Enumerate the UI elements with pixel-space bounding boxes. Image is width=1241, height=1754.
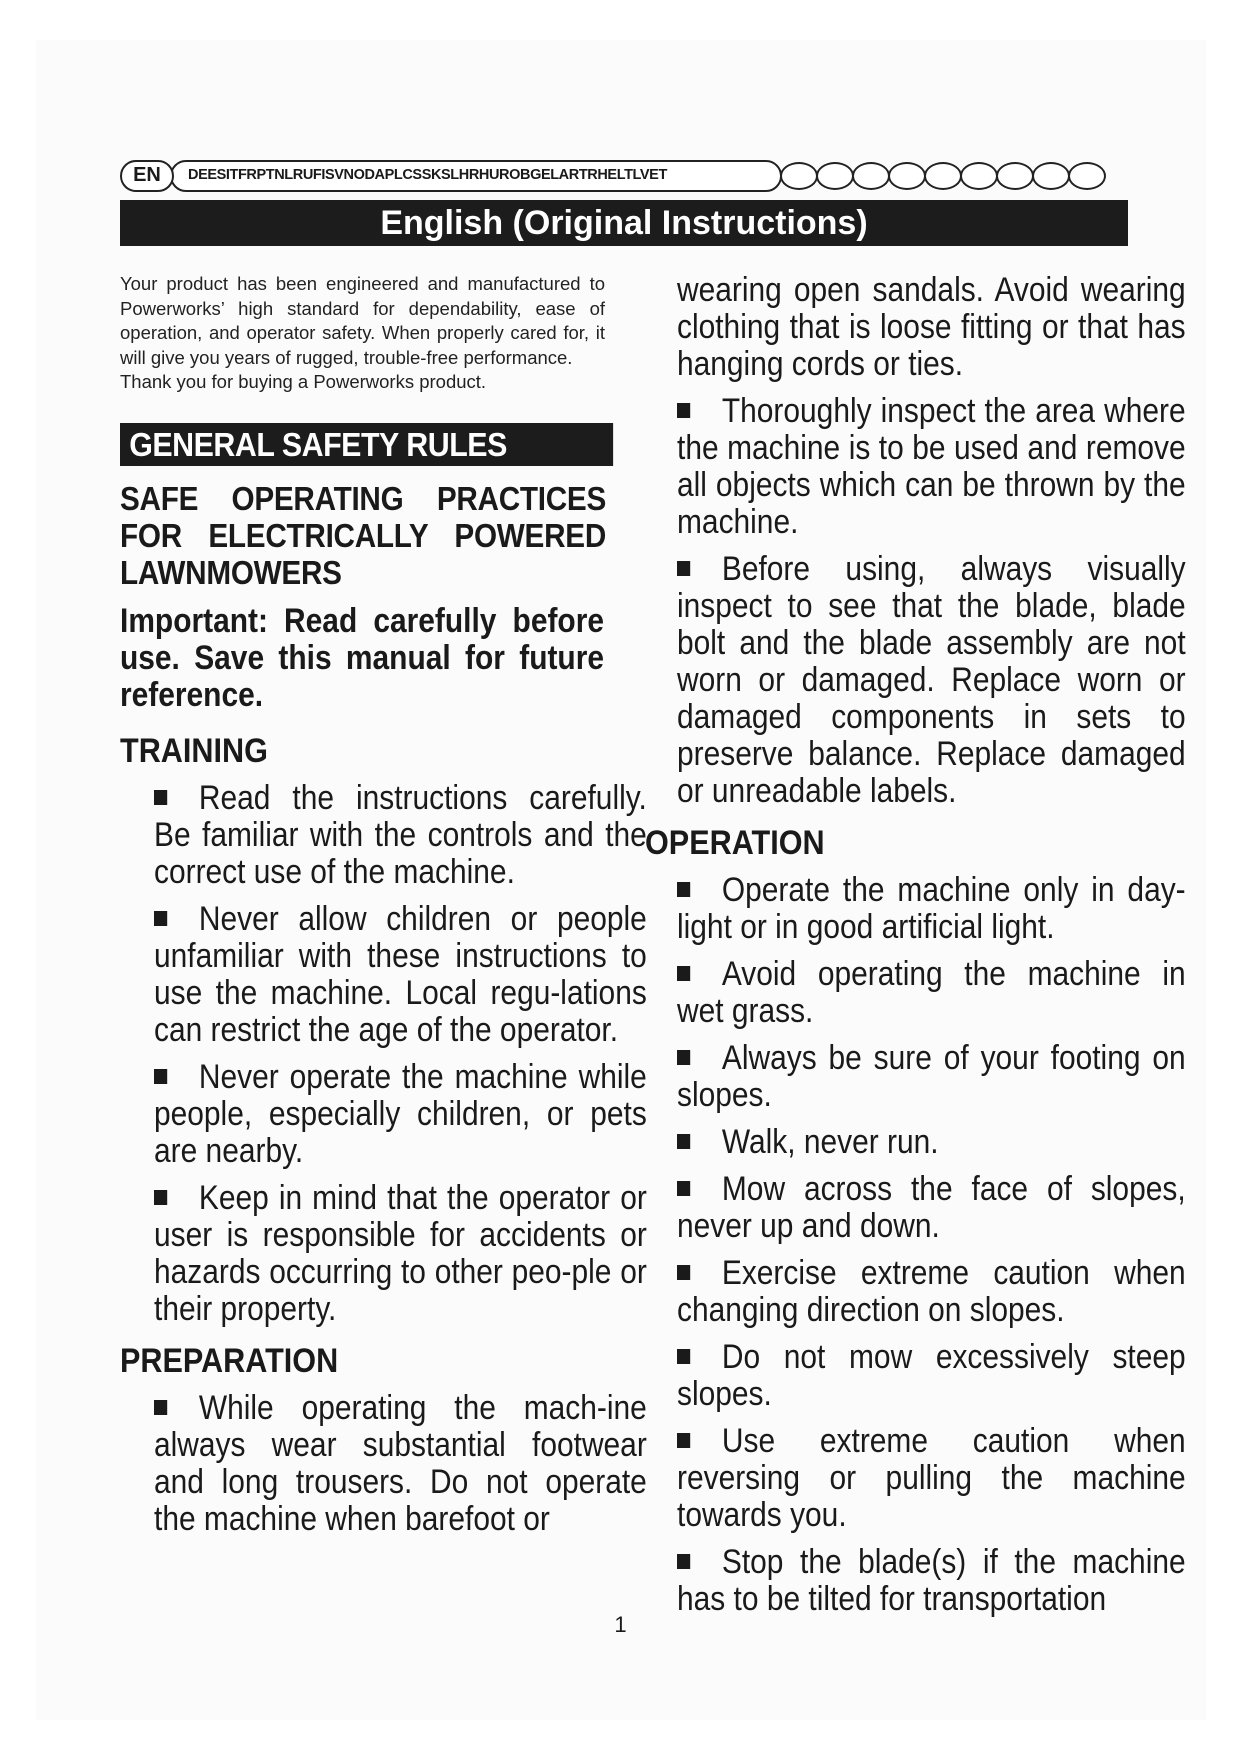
bullet-icon	[677, 403, 690, 418]
list-item	[154, 901, 647, 1049]
language-tab-en[interactable]: EN	[120, 160, 174, 192]
bullet-icon	[677, 1134, 690, 1149]
list-item-text: Read the instructions carefully. Be familiar with the controls and the correct use of the machine.	[154, 778, 647, 891]
list-item	[677, 872, 1186, 946]
list-item	[677, 393, 1186, 541]
list-item	[677, 1423, 1186, 1534]
empty-tab	[816, 162, 854, 190]
list-item-text: Mow across the face of slopes, never up and down.	[677, 1170, 1186, 1245]
bullet-icon	[154, 911, 167, 926]
preparation-list	[120, 1388, 647, 1538]
bullet-icon	[677, 1554, 690, 1569]
list-item-text: Always be sure of your footing on slopes.	[677, 1039, 1186, 1114]
empty-tab	[1032, 162, 1070, 190]
bullet-icon	[677, 1050, 690, 1065]
list-item	[677, 1339, 1186, 1413]
operation-heading: OPERATION	[645, 824, 825, 862]
empty-tab	[960, 162, 998, 190]
general-safety-heading: GENERAL SAFETY RULES	[120, 423, 613, 466]
list-item	[154, 780, 647, 891]
list-item-text: Never allow children or people unfamiliar with these instructions to use the machine. Local regu-lations can restrict the age of the operator.	[154, 899, 647, 1049]
important-notice: Important: Read carefully before use. Save this manual for future reference.	[120, 601, 604, 714]
bullet-icon	[677, 882, 690, 897]
list-item-text: Use extreme caution when reversing or pulling the machine towards you.	[677, 1422, 1186, 1534]
bullet-icon	[677, 1349, 690, 1364]
empty-tab	[1068, 162, 1106, 190]
list-item	[154, 1059, 647, 1170]
left-column	[120, 272, 647, 1538]
bullet-icon	[677, 1433, 690, 1448]
safe-operating-subheading: SAFE OPERATING PRACTICES FOR ELECTRICALLY POWERED LAWNMOWERS	[120, 479, 606, 591]
list-item-text: Stop the blade(s) if the machine has to be tilted for transportation	[677, 1543, 1186, 1618]
list-item	[154, 1180, 647, 1328]
list-item	[154, 1390, 647, 1538]
list-item-text: Avoid operating the machine in wet grass.	[677, 955, 1186, 1030]
intro-thanks: Thank you for buying a Powerworks product.	[120, 371, 487, 392]
bullet-icon	[677, 561, 690, 576]
empty-tab	[852, 162, 890, 190]
list-item-text: Walk, never run.	[721, 1123, 939, 1161]
training-list	[120, 778, 647, 1328]
empty-tab	[780, 162, 818, 190]
list-item-text: Never operate the machine while people, especially children, or pets are nearby.	[154, 1057, 647, 1170]
empty-tab	[924, 162, 962, 190]
preparation-list-continued	[677, 393, 1187, 810]
right-column	[645, 271, 1187, 1618]
operation-list	[677, 872, 1187, 1618]
list-item-text: Exercise extreme caution when changing direction on slopes.	[677, 1254, 1186, 1329]
list-item	[677, 1040, 1186, 1114]
list-item-text: Do not mow excessively steep slopes.	[677, 1338, 1186, 1413]
empty-tab	[888, 162, 926, 190]
training-heading: TRAINING	[120, 731, 268, 770]
language-tab-placeholders	[780, 160, 1104, 192]
list-item	[677, 551, 1186, 810]
list-item-text: While operating the mach-ine always wear substantial footwear and long trousers. Do not operate the machine when barefoot or	[154, 1388, 647, 1538]
list-item	[677, 956, 1186, 1030]
intro-paragraph: Your product has been engineered and manufactured to Powerworks’ high standard for dependability, ease of operation, and operator safety. When properly cared for, it will give you years of rugged, trouble-free performance.	[120, 273, 605, 368]
list-item	[677, 1171, 1186, 1245]
list-item	[677, 1544, 1186, 1618]
preparation-heading: PREPARATION	[120, 1341, 339, 1380]
empty-tab	[996, 162, 1034, 190]
list-item-text: Thoroughly inspect the area where the machine is to be used and remove all objects which can be thrown by the machine.	[677, 392, 1186, 541]
preparation-continued: wearing open sandals. Avoid wearing clothing that is loose fitting or that has hanging cords or ties.	[677, 271, 1186, 383]
bullet-icon	[677, 1265, 690, 1280]
page-number: 1	[614, 1612, 627, 1637]
list-item-text: Operate the machine only in day-light or in good artificial light.	[677, 871, 1186, 946]
language-tabs-other[interactable]: DEESITFRPTNLRUFISVNODAPLCSSKSLHRHUROBGELARTRHELTLVET	[170, 160, 782, 192]
bullet-icon	[154, 1400, 167, 1415]
bullet-icon	[677, 966, 690, 981]
page-title: English (Original Instructions)	[120, 200, 1128, 246]
language-tabs	[120, 160, 1128, 194]
list-item	[677, 1124, 1186, 1161]
bullet-icon	[154, 1190, 167, 1205]
list-item-text: Keep in mind that the operator or user is responsible for accidents or hazards occurring to other peo-ple or their property.	[154, 1178, 647, 1328]
list-item	[677, 1255, 1186, 1329]
bullet-icon	[154, 1069, 167, 1084]
list-item-text: Before using, always visually inspect to see that the blade, blade bolt and the blade assembly are not worn or damaged. Replace worn or damaged components in sets to preserve balance. Replace damaged or unreadable labels.	[677, 550, 1186, 810]
bullet-icon	[154, 790, 167, 805]
bullet-icon	[677, 1181, 690, 1196]
